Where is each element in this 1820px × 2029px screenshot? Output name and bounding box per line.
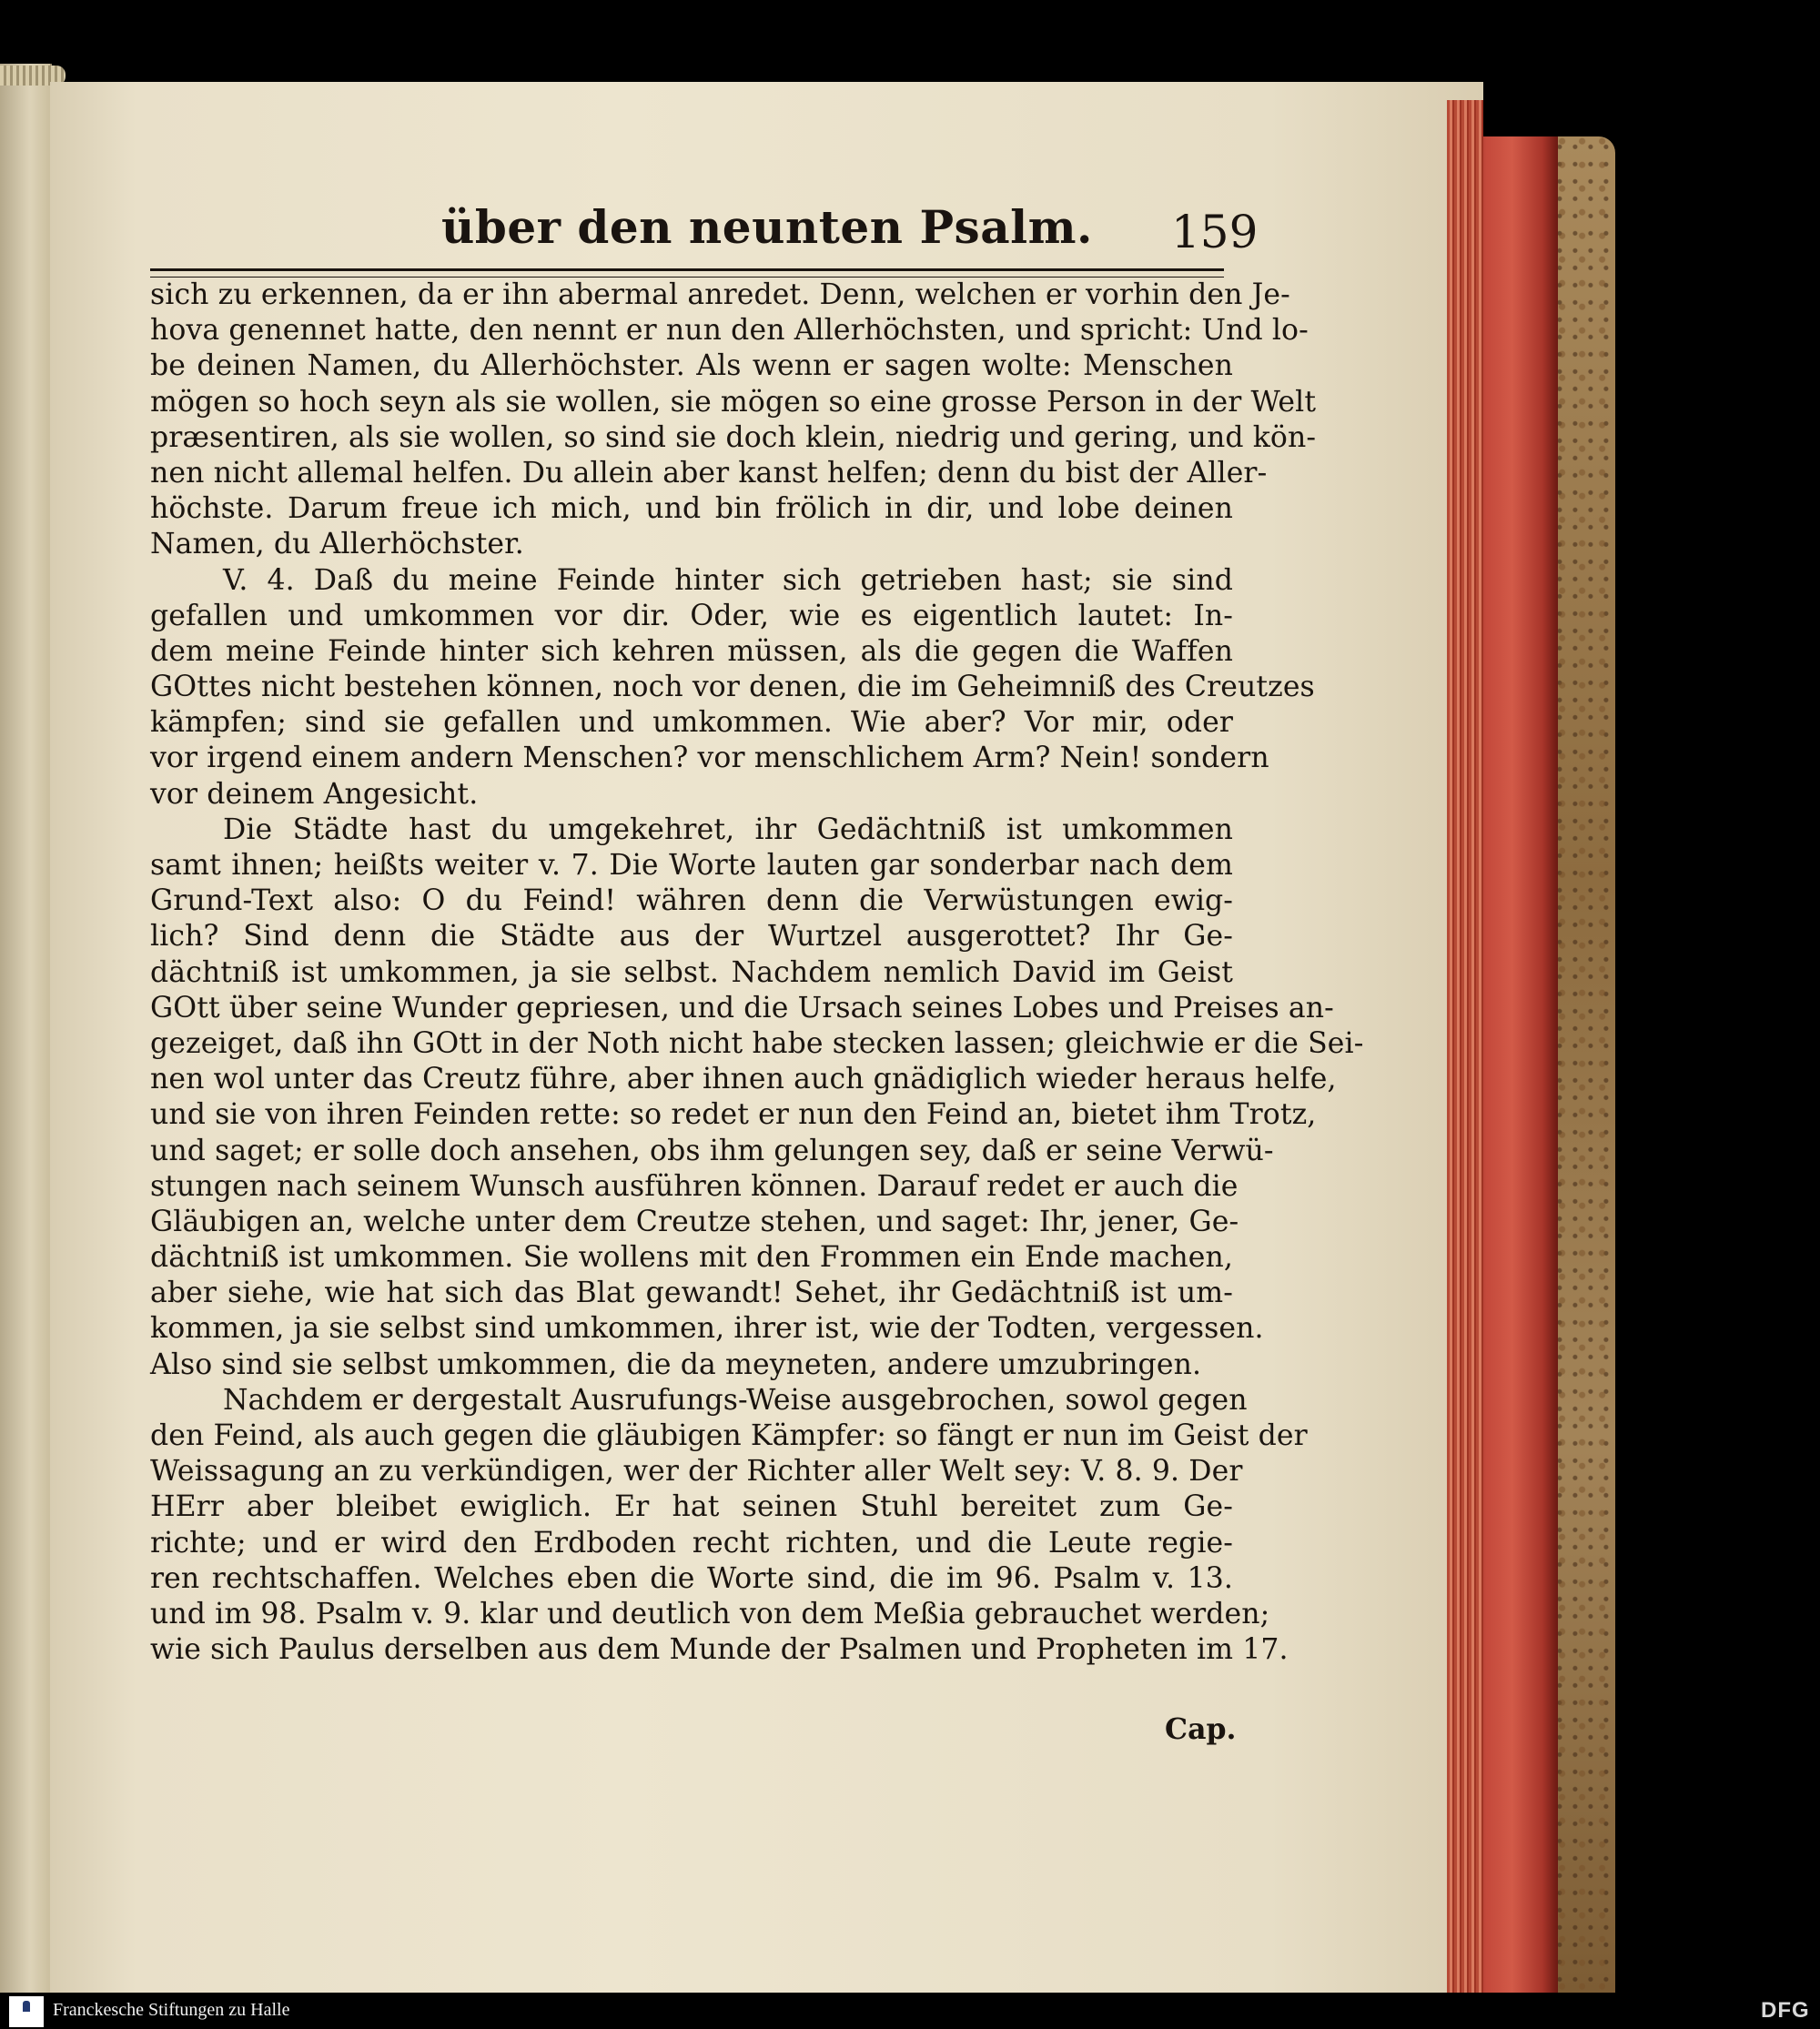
text-line: nen wol unter das Creutz führe, aber ihnen auch gnädiglich wieder heraus helfe, xyxy=(150,1063,1337,1096)
text-line: und saget; er solle doch ansehen, obs ihm gelungen sey, daß er seine Verwü- xyxy=(150,1134,1274,1167)
text-line: und sie von ihren Feinden rette: so redet er nun den Feind an, bietet ihm Trotz, xyxy=(150,1098,1317,1132)
text-line: V. 4. Daß du meine Feinde hinter sich getrieben hast; sie sind xyxy=(223,563,1233,597)
text-line: mögen so hoch seyn als sie wollen, sie mögen so eine grosse Person in der Welt xyxy=(150,385,1317,419)
text-line: Gläubigen an, welche unter dem Creutze stehen, und saget: Ihr, jener, Ge- xyxy=(150,1205,1239,1238)
dfg-logo: DFG xyxy=(1761,1998,1810,2023)
text-line: samt ihnen; heißts weiter v. 7. Die Worte lauten gar sonderbar nach dem xyxy=(150,849,1233,882)
text-line: vor deinem Angesicht. xyxy=(150,777,479,811)
text-line: Nachdem er dergestalt Ausrufungs-Weise ausgebrochen, sowol gegen xyxy=(223,1383,1248,1417)
text-line: HErr aber bleibet ewiglich. Er hat seinen Stuhl bereitet zum Ge- xyxy=(150,1490,1233,1524)
text-line: wie sich Paulus derselben aus dem Munde der Psalmen und Propheten im 17. xyxy=(150,1633,1289,1667)
text-line: gezeiget, daß ihn GOtt in der Noth nicht habe stecken lassen; gleichwie er die Sei- xyxy=(150,1026,1364,1060)
page-number: 159 xyxy=(1171,206,1259,258)
institution-name: Franckesche Stiftungen zu Halle xyxy=(53,2000,290,2020)
text-line: nen nicht allemal helfen. Du allein aber kanst helfen; denn du bist der Aller- xyxy=(150,456,1268,490)
text-line: dächtniß ist umkommen, ja sie selbst. Nachdem nemlich David im Geist xyxy=(150,955,1233,989)
body-text xyxy=(150,278,1364,1668)
text-line: Also sind sie selbst umkommen, die da meyneten, andere umzubringen. xyxy=(150,1348,1202,1381)
catchword: Cap. xyxy=(1165,1712,1237,1746)
text-line: dem meine Feinde hinter sich kehren müssen, als die gegen die Waffen xyxy=(150,634,1233,668)
text-line: Grund-Text also: O du Feind! währen denn die Verwüstungen ewig- xyxy=(150,884,1233,918)
text-line: GOtt über seine Wunder gepriesen, und die Ursach seines Lobes und Preises an- xyxy=(150,991,1334,1025)
page-title: über den neunten Psalm. xyxy=(441,200,1093,254)
text-line: GOttes nicht bestehen können, noch vor denen, die im Geheimniß des Creutzes xyxy=(150,671,1315,704)
text-line: den Feind, als auch gegen die gläubigen Kämpfer: so fängt er nun im Geist der xyxy=(150,1419,1308,1452)
text-line: Namen, du Allerhöchster. xyxy=(150,528,524,561)
text-line: richte; und er wird den Erdboden recht richten, und die Leute regie- xyxy=(150,1526,1233,1560)
text-line: sich zu erkennen, da er ihn abermal anredet. Denn, welchen er vorhin den Je- xyxy=(150,278,1290,311)
text-line: vor irgend einem andern Menschen? vor menschlichem Arm? Nein! sondern xyxy=(150,742,1269,775)
text-line: aber siehe, wie hat sich das Blat gewandt! Sehet, ihr Gedächtniß ist um- xyxy=(150,1277,1233,1310)
text-line: und im 98. Psalm v. 9. klar und deutlich von dem Meßia gebrauchet werden; xyxy=(150,1597,1270,1630)
text-line: be deinen Namen, du Allerhöchster. Als wenn er sagen wolte: Menschen xyxy=(150,349,1233,383)
text-line: stungen nach seinem Wunsch ausführen können. Darauf redet er auch die xyxy=(150,1169,1239,1203)
text-line: kämpfen; sind sie gefallen und umkommen. Wie aber? Vor mir, oder xyxy=(150,706,1233,740)
text-line: dächtniß ist umkommen. Sie wollens mit den Frommen ein Ende machen, xyxy=(150,1241,1233,1275)
text-line: kommen, ja sie selbst sind umkommen, ihrer ist, wie der Todten, vergessen. xyxy=(150,1312,1264,1346)
page-edges xyxy=(1447,100,1483,1993)
text-line: Die Städte hast du umgekehret, ihr Gedächtniß ist umkommen xyxy=(223,813,1233,846)
text-line: ren rechtschaffen. Welches eben die Worte sind, die im 96. Psalm v. 13. xyxy=(150,1561,1233,1595)
header-rule xyxy=(150,268,1224,278)
book-left-edge xyxy=(0,64,52,1993)
text-line: Weissagung an zu verkündigen, wer der Richter aller Welt sey: V. 8. 9. Der xyxy=(150,1455,1243,1489)
institution-logo xyxy=(9,1996,44,2027)
text-line: lich? Sind denn die Städte aus der Wurtzel ausgerottet? Ihr Ge- xyxy=(150,920,1233,954)
text-line: gefallen und umkommen vor dir. Oder, wie es eigentlich lautet: In- xyxy=(150,599,1233,632)
text-line: hova genennet hatte, den nennt er nun den Allerhöchsten, und spricht: Und lo- xyxy=(150,314,1309,348)
text-line: præsentiren, als sie wollen, so sind sie doch klein, niedrig und gering, und kön- xyxy=(150,420,1317,454)
text-line: höchste. Darum freue ich mich, und bin frölich in dir, und lobe deinen xyxy=(150,492,1233,526)
